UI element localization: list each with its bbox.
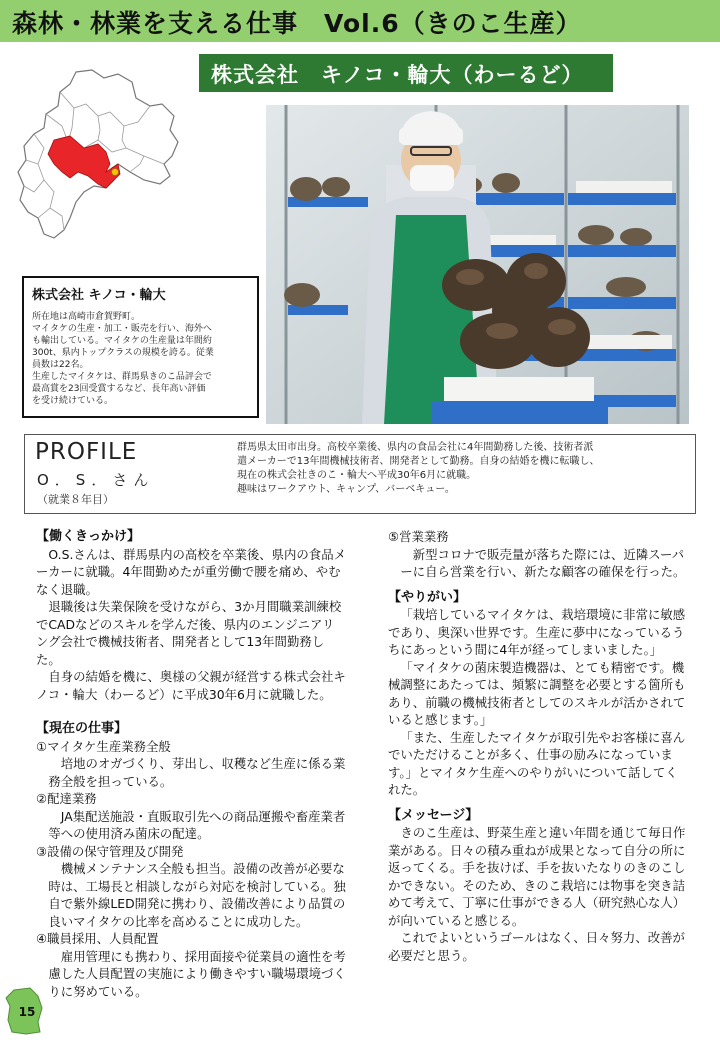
- page-number: 15: [18, 1005, 36, 1019]
- section-heading-motivation: 【働くきっかけ】: [36, 529, 141, 544]
- profile-box: [24, 434, 696, 514]
- motivation-paragraph: O.S.さんは、群馬県内の高校を卒業後、県内の食品メーカーに就職。4年間勤めたが重労働で腰を痛め、やむなく退職。: [36, 546, 346, 597]
- maitake-worker-image-icon: [266, 105, 689, 424]
- page-title: 森林・林業を支える仕事 Vol.6（きのこ生産）: [12, 9, 582, 38]
- gunma-map: [14, 68, 184, 278]
- section-heading-current-job: 【現在の仕事】: [36, 721, 128, 736]
- job-item-title: ⑤営業業務: [388, 529, 449, 544]
- motivation-paragraph: 自身の結婚を機に、奥様の父親が経営する株式会社キノコ・輪大（わーるど）に平成30年6月に就職した。: [36, 669, 346, 702]
- message-paragraph: きのこ生産は、野菜生産と違い年間を通じて毎日作業がある。日々の積み重ねが成果となって自分の所に返ってくる。手を抜けば、手を抜いたなりのきのこしかできない。そのため、きのこ栽培には物事を突き詰めて考えて、丁寧に仕事ができる人（研究熱心な人）が向いていると感じる。: [388, 825, 686, 928]
- section-heading-reward: 【やりがい】: [388, 589, 467, 605]
- company-info-name: 株式会社 キノコ・輪大: [32, 288, 166, 303]
- job-item-description: 培地のオガづくり、芽出し、収穫など生産に係る業務全般を担っている。: [48, 756, 346, 789]
- message-paragraph: これでよいというゴールはなく、日々努力、改善が必要だと思う。: [388, 930, 685, 963]
- company-banner-title: 株式会社 キノコ・輪大（わーるど）: [211, 63, 584, 87]
- header-bar: [0, 0, 720, 42]
- gunma-map-icon: [14, 68, 184, 278]
- reward-paragraph: 「マイタケの菌床製造機器は、とても精密です。機械調整にあたっては、頻繁に調整を必要とする箇所もあり、前職の機械技術者としてのスキルが活かされていると感じます。」: [388, 659, 686, 727]
- company-banner: [199, 54, 613, 92]
- profile-name: O．S．さん: [37, 471, 155, 489]
- right-column: [388, 528, 688, 964]
- job-item-description: 新型コロナで販売量が落ちた際には、近隣スーパーに自ら営業を行い、新たな顧客の確保を行った。: [400, 546, 686, 579]
- reward-paragraph: 「栽培しているマイタケは、栽培環境に非常に敏感であり、奥深い世界です。生産に夢中になっているうちにあっという間に4年が経ってしまいました。」: [388, 607, 686, 657]
- section-heading-message: 【メッセージ】: [388, 807, 479, 823]
- job-item-title: ③設備の保守管理及び開発: [36, 843, 184, 859]
- reward-paragraph: 「また、生産したマイタケが取引先やお客様に喜んでいただけることが多く、仕事の励みになっています。」とマイタケ生産へのやりがいについて話してくれた。: [388, 729, 686, 797]
- job-item-title: ④職員採用、人員配置: [36, 931, 159, 946]
- job-item-description: JA集配送施設・直販取引先への商品運搬や畜産業者等への使用済み菌床の配達。: [48, 808, 346, 841]
- profile-title: PROFILE: [35, 439, 138, 465]
- job-item-description: 雇用管理にも携わり、採用面接や従業員の適性を考慮した人員配置の実施により働きやすい職場環境づくりに努めている。: [48, 948, 346, 999]
- job-item-title: ②配達業務: [36, 791, 97, 806]
- company-info-box: [22, 276, 259, 418]
- left-column: [36, 528, 346, 1000]
- worker-photo: [266, 105, 689, 424]
- company-info-description: 所在地は高崎市倉賀野町。 マイタケの生産・加工・販売を行い、海外へ も輸出している。マイタケの生産量は年間約 300t、県内トップクラスの規模を誇る。従業 員数は22名。 生産したマイタケは、群馬県きのこ品評会で 最高賞を23回受賞するなど、長年高い評価 を受け続けている。: [32, 312, 214, 406]
- motivation-paragraph: 退職後は失業保険を受けながら、3か月間職業訓練校でCADなどのスキルを学んだ後、県内のエンジニアリング会社で機械技術者、開発者として13年間勤務した。: [36, 599, 342, 667]
- profile-tenure: （就業８年目）: [37, 493, 114, 506]
- profile-bio: 群馬県太田市出身。高校卒業後、県内の食品会社に4年間勤務した後、技術者派 遣メーカーで13年間機械技術者、開発者として勤務。自身の結婚を機に転職し、 現在の株式会社きのこ・輪大へ平成30年6月に就職。 趣味はワークアウト、キャンプ、バーベキュー。: [237, 442, 600, 495]
- job-item-description: 機械メンテナンス全般も担当。設備の改善が必要な時は、工場長と相談しながら対応を検討している。独自で紫外線LED開発に携わり、設備改善により品質の良いマイタケの比率を高めることに成功した。: [48, 861, 346, 929]
- job-item-title: ①マイタケ生産業務全般: [36, 738, 171, 754]
